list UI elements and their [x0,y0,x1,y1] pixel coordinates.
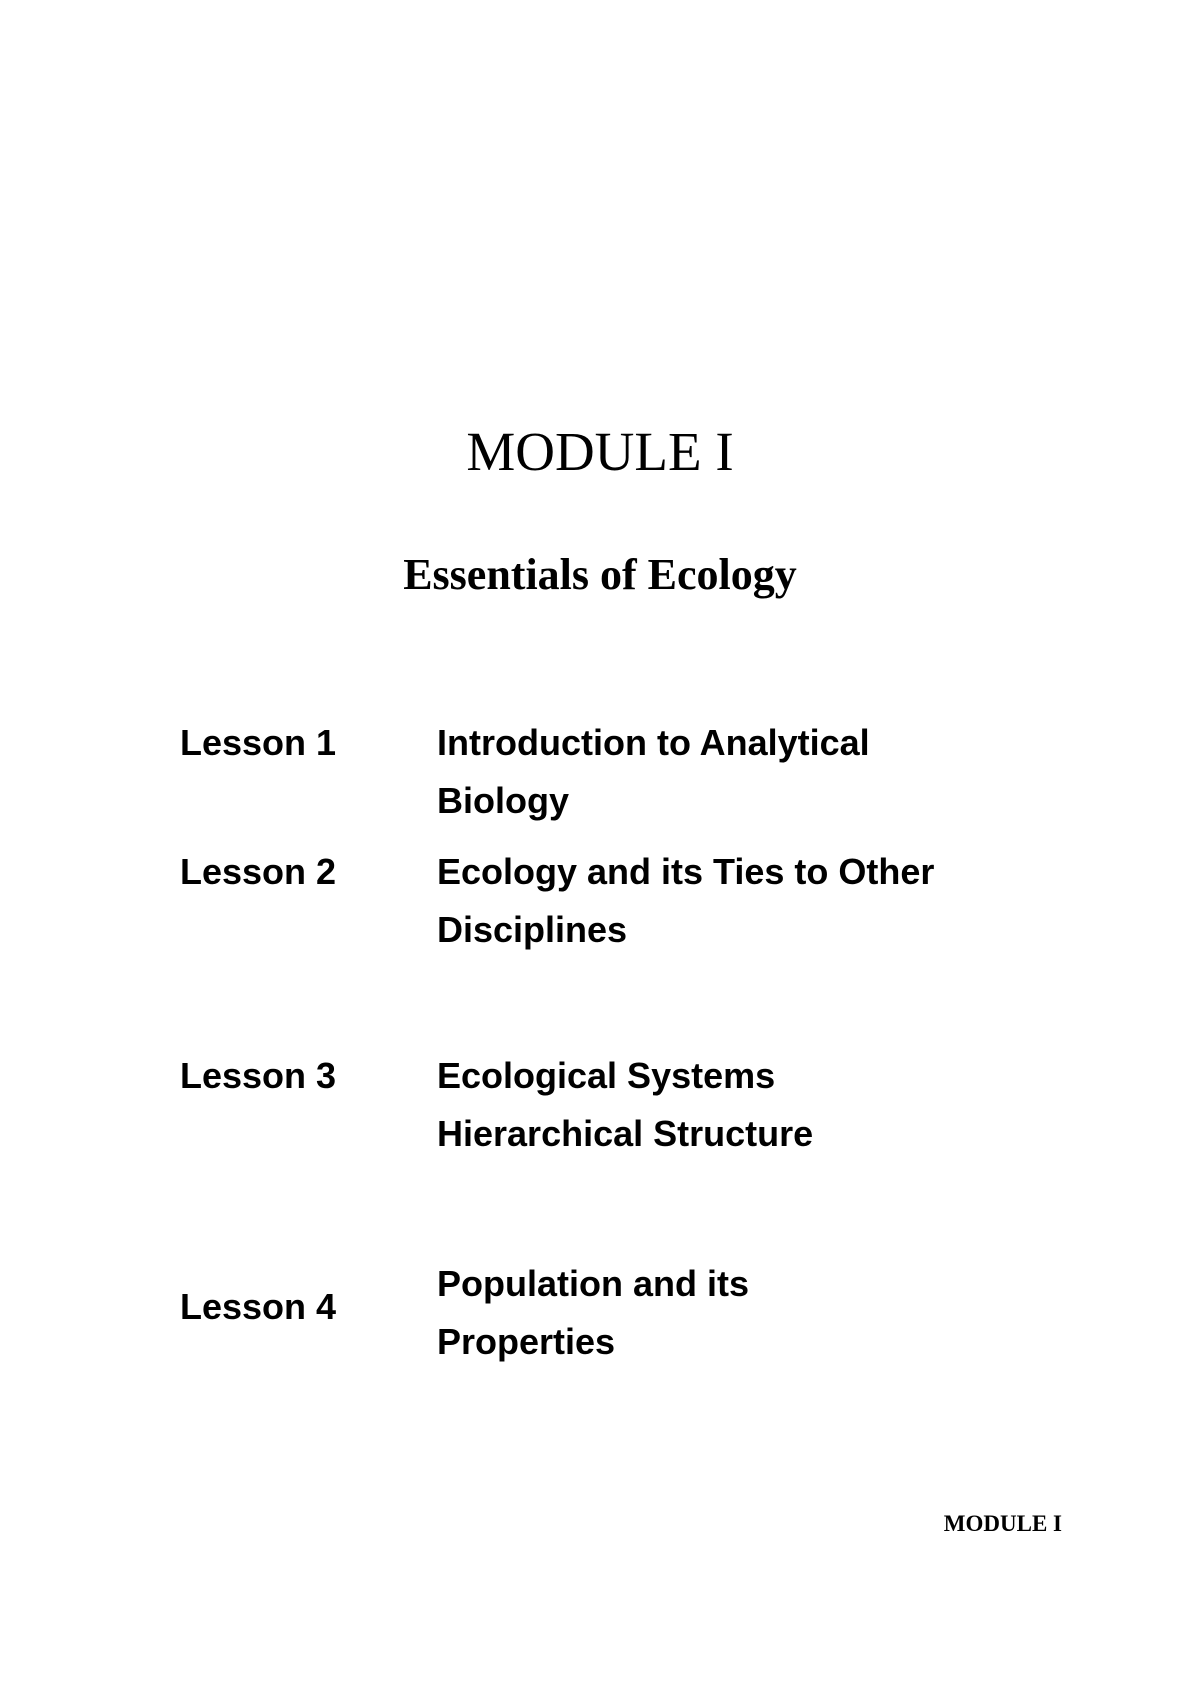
lesson-title [437,714,997,830]
lesson-title-line: Ecology and its Ties to Other [437,851,935,892]
lesson-title [437,843,997,959]
lesson-label: Lesson 1 [180,722,337,763]
lesson-title-line: Ecological Systems [437,1055,776,1096]
lesson-title-line: Introduction to Analytical [437,722,870,763]
lesson-label: Lesson 4 [180,1286,337,1327]
page-footer: MODULE I [943,1511,1062,1536]
lesson-title-line: Hierarchical Structure [437,1113,814,1154]
lesson-label: Lesson 2 [180,851,337,892]
module-subtitle: Essentials of Ecology [403,550,797,599]
module-title: MODULE I [466,421,734,482]
lesson-title-line: Disciplines [437,909,628,950]
lesson-title [437,1255,997,1371]
lesson-title-line: Population and its [437,1263,749,1304]
lesson-label: Lesson 3 [180,1055,337,1096]
lesson-title [437,1047,997,1163]
lesson-title-line: Biology [437,780,569,821]
lesson-title-line: Properties [437,1321,616,1362]
